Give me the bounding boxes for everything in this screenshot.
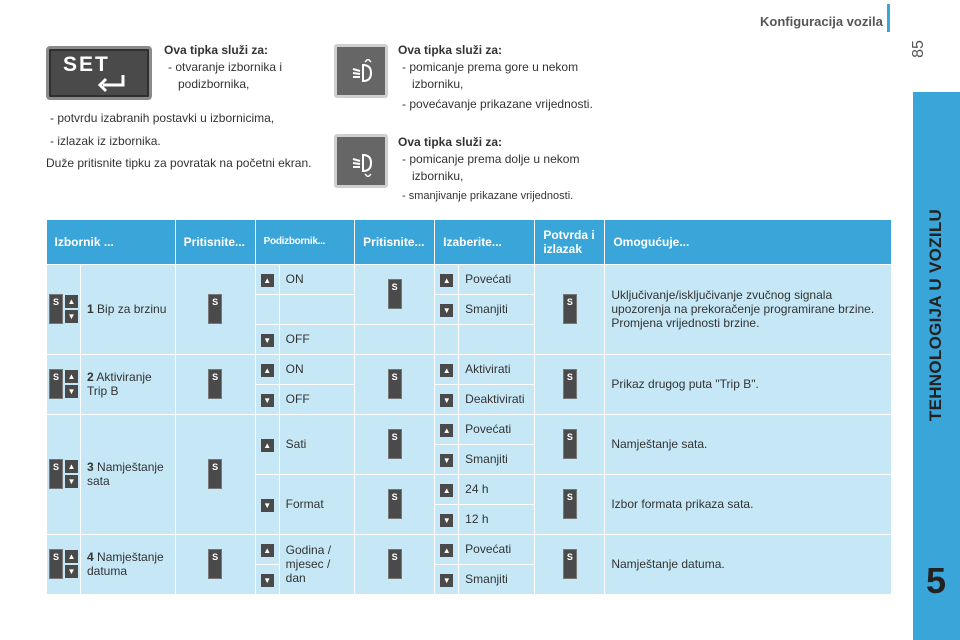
choice-item: 24 h [459, 474, 535, 504]
choice-arrow [435, 414, 459, 444]
press-key [355, 264, 435, 324]
headlight-down-icon [349, 149, 377, 177]
set-key-icon: S [208, 294, 222, 324]
confirm-key [535, 264, 605, 354]
submenu-item: OFF [279, 384, 355, 414]
set-key-icon: S [563, 294, 577, 324]
empty-cell [255, 294, 279, 324]
down-arrow-icon: ▼ [65, 310, 78, 323]
press-key [355, 354, 435, 414]
press-key [175, 354, 255, 414]
choice-arrow [435, 564, 459, 594]
set-key-title: Ova tipka služi za: [164, 43, 269, 57]
down-key-item: - pomicanje prema dolje u nekom izborniku, [402, 152, 580, 183]
up-arrow-icon: ▲ [440, 274, 453, 287]
choice-item: Smanjiti [459, 294, 535, 324]
down-arrow-icon: ▼ [261, 574, 274, 587]
press-key [175, 534, 255, 594]
page-number: 85 [909, 40, 927, 58]
press-key [355, 474, 435, 534]
down-arrow-icon: ▼ [440, 454, 453, 467]
sub-arrow [255, 414, 279, 474]
menu-keys [47, 264, 81, 354]
col-press: Pritisnite... [355, 220, 435, 264]
up-arrow-icon: ▲ [65, 460, 78, 473]
sub-arrow [255, 384, 279, 414]
menu-label: 4 Namještanje datuma [81, 534, 176, 594]
choice-item: 12 h [459, 504, 535, 534]
submenu-item: OFF [279, 324, 355, 354]
choice-arrow [435, 384, 459, 414]
choice-arrow [435, 504, 459, 534]
confirm-key [535, 534, 605, 594]
down-arrow-icon: ▼ [440, 304, 453, 317]
set-key-item: - otvaranje izbornika i podizbornika, [168, 60, 283, 91]
menu-label: 2 Aktiviranje Trip B [81, 354, 176, 414]
up-arrow-icon: ▲ [65, 550, 78, 563]
col-submenu: Podizbornik... [255, 220, 355, 264]
set-key-note: Duže pritisnite tipku za povratak na početni ekran. [46, 156, 312, 170]
up-arrow-icon: ▲ [440, 424, 453, 437]
up-arrow-icon: ▲ [65, 370, 78, 383]
submenu-item: ON [279, 354, 355, 384]
set-key-item: - izlazak iz izbornika. [50, 134, 161, 148]
choice-arrow [435, 354, 459, 384]
down-arrow-icon: ▼ [440, 394, 453, 407]
description: Uključivanje/isključivanje zvučnog signala upozorenja na prekoračenje programirane brzine. Promjena vrijednosti brzine. [605, 264, 892, 354]
choice-arrow [435, 474, 459, 504]
sub-arrow [255, 264, 279, 294]
set-key-icon: S [563, 429, 577, 459]
menu-keys [47, 414, 81, 534]
set-key-icon: S [49, 549, 63, 579]
down-arrow-icon: ▼ [261, 499, 274, 512]
sub-arrow [255, 324, 279, 354]
down-arrow-icon: ▼ [440, 574, 453, 587]
press-key [355, 534, 435, 594]
chapter-tab-label: TEHNOLOGIJA U VOZILU [926, 208, 945, 422]
col-select: Izaberite... [435, 220, 535, 264]
up-arrow-icon: ▲ [65, 295, 78, 308]
choice-arrow [435, 534, 459, 564]
choice-item: Povećati [459, 534, 535, 564]
description: Prikaz drugog puta "Trip B". [605, 354, 892, 414]
up-arrow-icon: ▲ [261, 274, 274, 287]
down-arrow-icon: ▼ [440, 514, 453, 527]
up-key-item: - pomicanje prema gore u nekom izborniku, [402, 60, 579, 91]
up-arrow-icon: ▲ [440, 364, 453, 377]
header-divider [887, 4, 890, 32]
empty-cell [435, 324, 459, 354]
menu-label: 3 Namještanje sata [81, 414, 176, 534]
sub-arrow [255, 354, 279, 384]
table-header-row [47, 220, 892, 264]
down-key-title: Ova tipka služi za: [398, 135, 503, 149]
press-key [175, 414, 255, 534]
table-row [47, 354, 892, 384]
up-arrow-icon: ▲ [440, 544, 453, 557]
col-menu: Izbornik ... [47, 220, 176, 264]
table-row [47, 264, 892, 294]
set-key-icon: S [49, 294, 63, 324]
choice-arrow [435, 444, 459, 474]
down-arrow-icon: ▼ [65, 565, 78, 578]
headlight-up-icon [349, 59, 377, 87]
sub-arrow [255, 534, 279, 564]
down-arrow-icon: ▼ [65, 475, 78, 488]
menu-keys [47, 534, 81, 594]
set-key-icon: S [208, 459, 222, 489]
set-key-icon: S [563, 549, 577, 579]
sub-arrow [255, 564, 279, 594]
set-key-icon: S [388, 429, 402, 459]
submenu-item: Godina / mjesec / dan [279, 534, 355, 594]
description: Namještanje datuma. [605, 534, 892, 594]
up-key-image [334, 44, 388, 98]
up-arrow-icon: ▲ [261, 544, 274, 557]
choice-arrow [435, 294, 459, 324]
description: Namještanje sata. [605, 414, 892, 474]
menu-keys [47, 354, 81, 414]
confirm-key [535, 474, 605, 534]
chapter-number: 5 [925, 560, 947, 601]
description: Izbor formata prikaza sata. [605, 474, 892, 534]
choice-item: Povećati [459, 414, 535, 444]
return-arrow-icon [97, 73, 125, 95]
table-row [47, 534, 892, 564]
up-arrow-icon: ▲ [440, 484, 453, 497]
confirm-key [535, 414, 605, 474]
press-key [175, 264, 255, 354]
col-confirm: Potvrda i izlazak [535, 220, 605, 264]
set-key-icon: S [49, 459, 63, 489]
col-enables: Omogućuje... [605, 220, 892, 264]
down-arrow-icon: ▼ [261, 394, 274, 407]
set-key-icon: S [563, 489, 577, 519]
set-key-icon: S [208, 369, 222, 399]
set-key-icon: S [208, 549, 222, 579]
empty-cell [355, 324, 435, 354]
col-press: Pritisnite... [175, 220, 255, 264]
press-key [355, 414, 435, 474]
down-key-image [334, 134, 388, 188]
submenu-item: Sati [279, 414, 355, 474]
confirm-key [535, 354, 605, 414]
sub-arrow [255, 474, 279, 534]
set-key-image [46, 46, 152, 100]
down-key-item: - smanjivanje prikazane vrijednosti. [402, 190, 574, 202]
choice-item: Povećati [459, 264, 535, 294]
set-key-item: - potvrdu izabranih postavki u izbornicima, [50, 111, 275, 125]
empty-cell [459, 324, 535, 354]
down-arrow-icon: ▼ [65, 385, 78, 398]
table-row [47, 414, 892, 444]
menu-label: 1 Bip za brzinu [81, 264, 176, 354]
submenu-item: ON [279, 264, 355, 294]
set-key-icon: S [388, 279, 402, 309]
choice-arrow [435, 264, 459, 294]
empty-cell [279, 294, 355, 324]
set-key-label: SET [63, 53, 110, 76]
set-key-icon: S [388, 549, 402, 579]
choice-item: Aktivirati [459, 354, 535, 384]
up-key-item: - povećavanje prikazane vrijednosti. [402, 97, 593, 111]
choice-item: Smanjiti [459, 564, 535, 594]
down-arrow-icon: ▼ [261, 334, 274, 347]
choice-item: Smanjiti [459, 444, 535, 474]
set-key-icon: S [388, 489, 402, 519]
up-arrow-icon: ▲ [261, 364, 274, 377]
menu-table [46, 220, 892, 595]
up-arrow-icon: ▲ [261, 439, 274, 452]
choice-item: Deaktivirati [459, 384, 535, 414]
up-key-title: Ova tipka služi za: [398, 43, 503, 57]
submenu-item: Format [279, 474, 355, 534]
set-key-icon: S [49, 369, 63, 399]
set-key-icon: S [388, 369, 402, 399]
set-key-icon: S [563, 369, 577, 399]
section-title: Konfiguracija vozila [760, 14, 883, 29]
